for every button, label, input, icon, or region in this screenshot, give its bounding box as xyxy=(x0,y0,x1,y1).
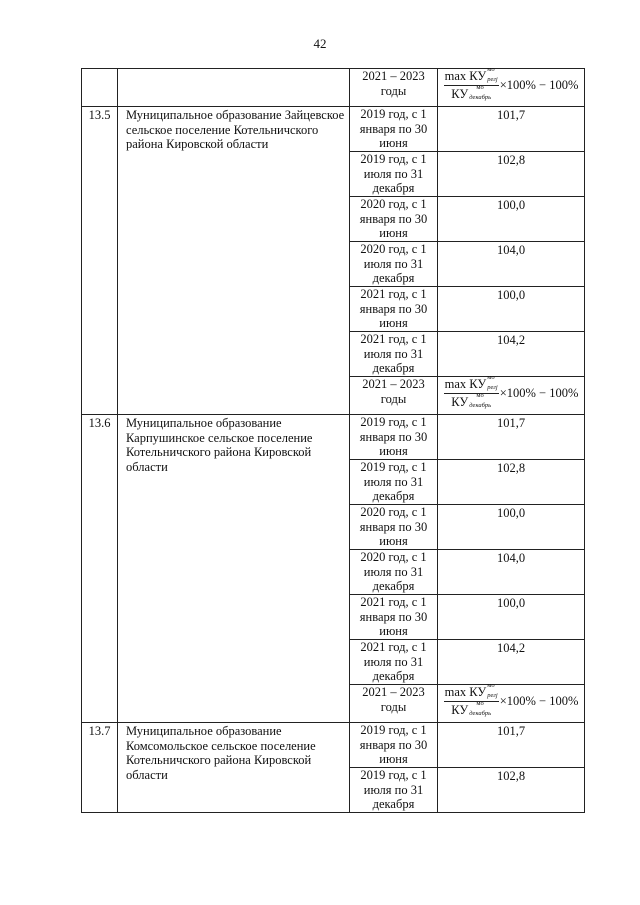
row-number: 13.5 xyxy=(82,107,118,415)
formula-tail: ×100% − 100% xyxy=(499,78,579,93)
formula-ku: КУ xyxy=(451,87,469,102)
formula-indices xyxy=(469,84,492,102)
table-row xyxy=(82,107,585,152)
index-value: 102,8 xyxy=(438,152,585,197)
index-value: 102,8 xyxy=(438,768,585,813)
formula-cell xyxy=(438,66,585,107)
index-value: 100,0 xyxy=(438,595,585,640)
formula-ku: КУ xyxy=(451,395,469,410)
tariff-table xyxy=(81,68,585,813)
formula-sub: регj xyxy=(487,692,498,700)
formula-indices xyxy=(487,682,498,700)
formula-sub: декабрь xyxy=(469,402,492,410)
period-cell: 2019 год, с 1 июля по 31 декабря xyxy=(350,152,438,197)
index-value: 100,0 xyxy=(438,505,585,550)
period-cell: 2020 год, с 1 января по 30 июня xyxy=(350,505,438,550)
period-cell: 2021 год, с 1 июля по 31 декабря xyxy=(350,640,438,685)
period-cell: 2020 год, с 1 июля по 31 декабря xyxy=(350,242,438,287)
period-cell: 2021 – 2023 годы xyxy=(350,377,438,415)
formula xyxy=(444,374,579,410)
row-number: 13.7 xyxy=(82,723,118,813)
formula-fraction xyxy=(444,66,499,102)
empty-cell xyxy=(82,69,118,107)
formula-sup: мо xyxy=(476,700,484,708)
municipality-name: Муниципальное образование Комсомольское сельское поселение Котельничского района Кировской области xyxy=(118,723,350,813)
page-number: 42 xyxy=(313,36,327,51)
formula-numerator xyxy=(444,682,499,701)
formula-cell xyxy=(438,374,585,415)
formula-fraction xyxy=(444,682,499,718)
formula-tail: ×100% − 100% xyxy=(499,386,579,401)
table-row xyxy=(82,415,585,460)
formula-max: max xyxy=(444,69,467,83)
formula-sub: декабрь xyxy=(469,94,492,102)
period-cell: 2021 год, с 1 января по 30 июня xyxy=(350,287,438,332)
period-cell: 2021 – 2023 годы xyxy=(350,69,438,107)
formula xyxy=(444,66,579,102)
index-value: 104,0 xyxy=(438,550,585,595)
formula-indices xyxy=(469,700,492,718)
formula-max: max xyxy=(444,377,467,391)
period-cell: 2019 год, с 1 января по 30 июня xyxy=(350,723,438,768)
formula-indices xyxy=(469,392,492,410)
index-value: 102,8 xyxy=(438,460,585,505)
formula-sub: регj xyxy=(487,384,498,392)
table-header-row xyxy=(82,69,585,107)
formula xyxy=(444,682,579,718)
index-value: 100,0 xyxy=(438,197,585,242)
formula-sup: мо xyxy=(476,392,484,400)
formula-denominator xyxy=(444,393,499,410)
formula-sup: мо xyxy=(487,66,495,74)
empty-cell xyxy=(118,69,350,107)
table-body xyxy=(82,66,585,813)
formula-cell xyxy=(438,682,585,723)
index-value: 100,0 xyxy=(438,287,585,332)
index-value: 101,7 xyxy=(438,723,585,768)
period-cell: 2019 год, с 1 июля по 31 декабря xyxy=(350,460,438,505)
formula-indices xyxy=(487,66,498,84)
row-number: 13.6 xyxy=(82,415,118,723)
formula-ku: КУ xyxy=(469,69,487,83)
formula-sup: мо xyxy=(476,84,484,92)
formula-sub: регj xyxy=(487,76,498,84)
formula-indices xyxy=(487,374,498,392)
formula-ku: КУ xyxy=(469,377,487,391)
formula-sub: декабрь xyxy=(469,710,492,718)
period-cell: 2021 год, с 1 июля по 31 декабря xyxy=(350,332,438,377)
formula-ku: КУ xyxy=(469,685,487,699)
period-cell: 2019 год, с 1 июля по 31 декабря xyxy=(350,768,438,813)
index-value: 104,2 xyxy=(438,640,585,685)
period-cell: 2021 – 2023 годы xyxy=(350,685,438,723)
formula-ku: КУ xyxy=(451,703,469,718)
period-cell: 2021 год, с 1 января по 30 июня xyxy=(350,595,438,640)
municipality-name: Муниципальное образование Зайцевское сельское поселение Котельничского района Кировской области xyxy=(118,107,350,415)
index-value: 101,7 xyxy=(438,107,585,152)
formula-sup: мо xyxy=(487,374,495,382)
formula-denominator xyxy=(444,701,499,718)
formula-fraction xyxy=(444,374,499,410)
formula-max: max xyxy=(444,685,467,699)
table-row xyxy=(82,723,585,768)
period-cell: 2020 год, с 1 января по 30 июня xyxy=(350,197,438,242)
formula-denominator xyxy=(444,85,499,102)
period-cell: 2019 год, с 1 января по 30 июня xyxy=(350,107,438,152)
period-cell: 2019 год, с 1 января по 30 июня xyxy=(350,415,438,460)
formula-sup: мо xyxy=(487,682,495,690)
municipality-name: Муниципальное образование Карпушинское сельское поселение Котельничского района Кировской области xyxy=(118,415,350,723)
index-value: 101,7 xyxy=(438,415,585,460)
formula-numerator xyxy=(444,66,499,85)
formula-numerator xyxy=(444,374,499,393)
period-cell: 2020 год, с 1 июля по 31 декабря xyxy=(350,550,438,595)
formula-tail: ×100% − 100% xyxy=(499,694,579,709)
index-value: 104,2 xyxy=(438,332,585,377)
index-value: 104,0 xyxy=(438,242,585,287)
